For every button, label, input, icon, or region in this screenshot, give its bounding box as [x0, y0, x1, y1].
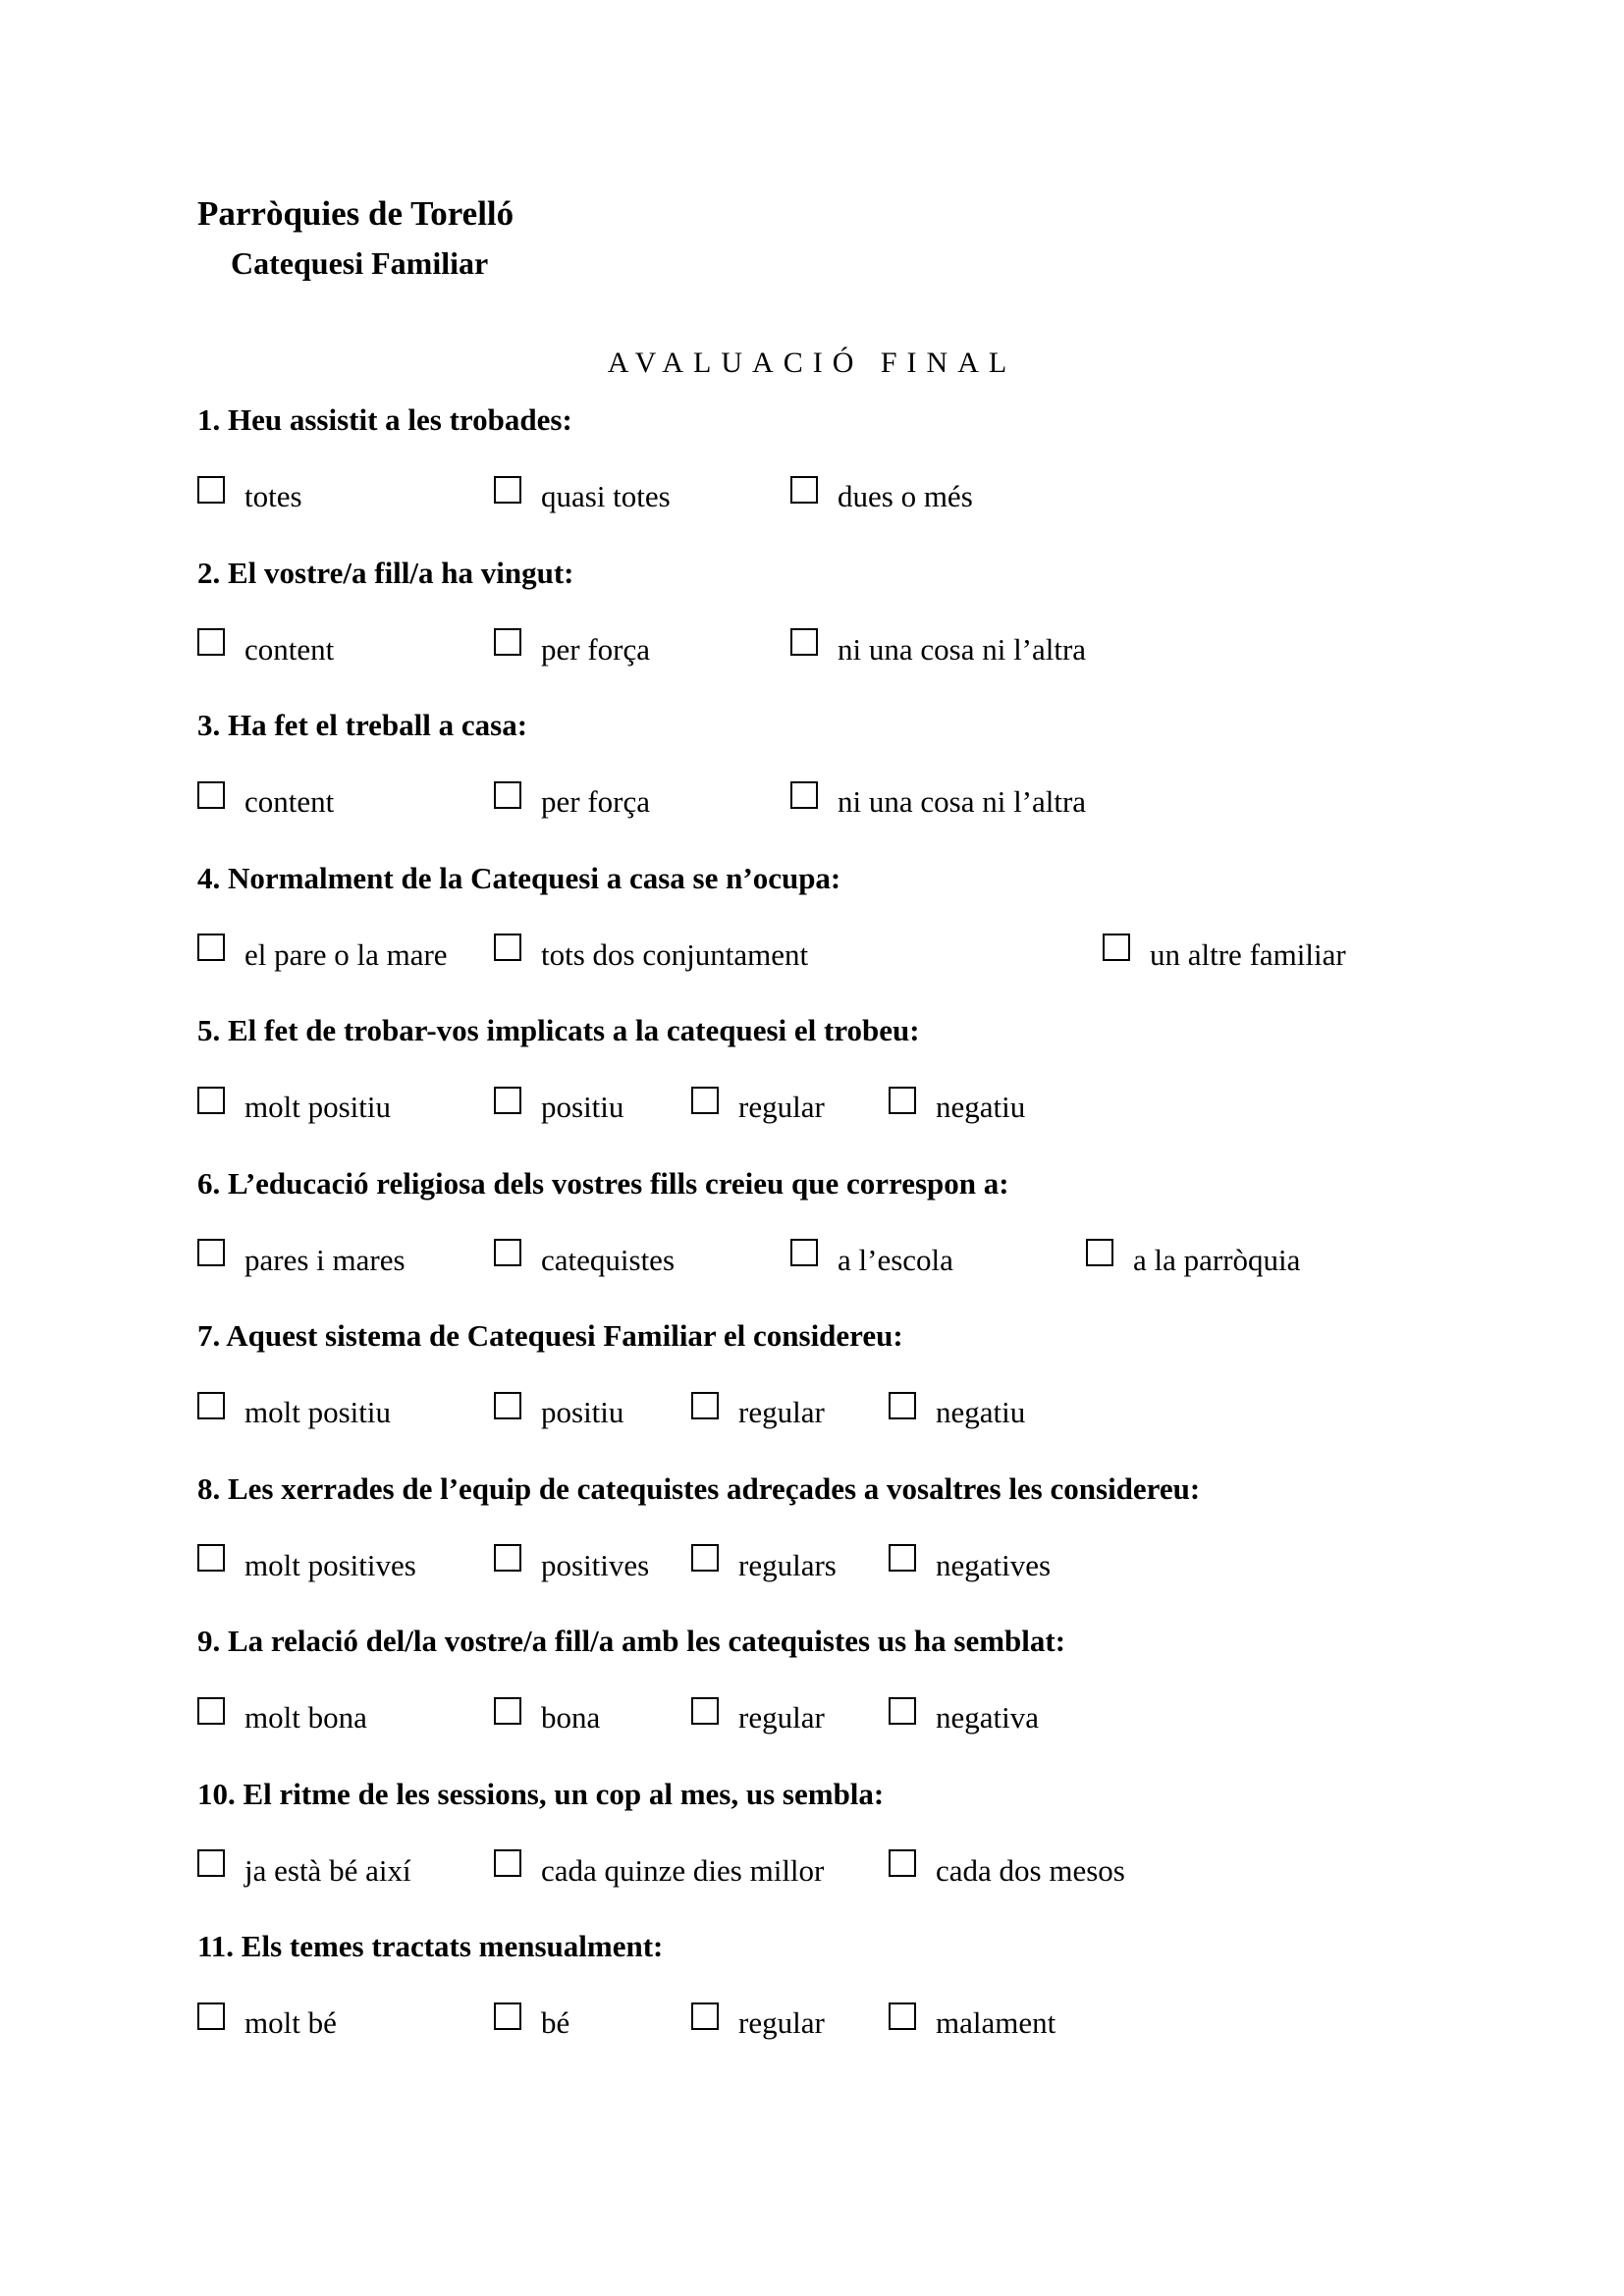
- option-label: positiu: [541, 1090, 624, 1124]
- checkbox[interactable]: [197, 628, 225, 656]
- option-q2-1[interactable]: [197, 631, 335, 667]
- checkbox[interactable]: [790, 1239, 818, 1266]
- option-label: molt positives: [244, 1547, 416, 1582]
- organization-name: Parròquies de Torelló: [197, 194, 514, 233]
- checkbox[interactable]: [691, 1544, 719, 1572]
- option-label: content: [244, 784, 335, 819]
- checkbox[interactable]: [494, 476, 521, 504]
- question-8: 8. Les xerrades de l’equip de catequistes adreçades a vosaltres les considereu:: [197, 1470, 1201, 1506]
- checkbox[interactable]: [197, 1849, 225, 1877]
- checkbox[interactable]: [197, 476, 225, 504]
- option-q11-3[interactable]: [691, 2007, 825, 2038]
- option-label: malament: [936, 2005, 1056, 2040]
- option-label: positives: [541, 1547, 650, 1582]
- checkbox[interactable]: [494, 1544, 521, 1572]
- checkbox[interactable]: [494, 1087, 521, 1114]
- question-2: 2. El vostre/a fill/a ha vingut:: [197, 555, 574, 590]
- document-title: AVALUACIÓ FINAL: [607, 347, 1017, 379]
- checkbox[interactable]: [889, 1392, 916, 1419]
- question-1: 1. Heu assistit a les trobades:: [197, 402, 572, 437]
- checkbox[interactable]: [494, 1239, 521, 1266]
- option-q8-4[interactable]: [889, 1547, 1052, 1582]
- checkbox[interactable]: [494, 1849, 521, 1877]
- question-10: 10. El ritme de les sessions, un cop al mes, us sembla:: [197, 1776, 885, 1811]
- option-q10-3[interactable]: [889, 1852, 1125, 1888]
- question-7: 7. Aquest sistema de Catequesi Familiar el considereu:: [197, 1318, 903, 1353]
- option-label: un altre familiar: [1150, 936, 1346, 972]
- option-q4-1[interactable]: [197, 936, 448, 972]
- checkbox[interactable]: [197, 1544, 225, 1572]
- option-label: totes: [244, 479, 302, 513]
- option-q11-4[interactable]: [889, 2007, 1056, 2038]
- question-4: 4. Normalment de la Catequesi a casa se n’ocupa:: [197, 860, 841, 895]
- option-q10-1[interactable]: [197, 1852, 411, 1888]
- question-11: 11. Els temes tractats mensualment:: [197, 1929, 664, 1963]
- question-3: 3. Ha fet el treball a casa:: [197, 708, 528, 742]
- checkbox[interactable]: [691, 1392, 719, 1419]
- option-label: negatives: [936, 1547, 1052, 1582]
- option-q3-3[interactable]: [790, 786, 1086, 817]
- option-q10-2[interactable]: [494, 1852, 825, 1888]
- option-q9-1[interactable]: [197, 1702, 367, 1733]
- checkbox[interactable]: [197, 781, 225, 809]
- option-q6-4[interactable]: [1086, 1242, 1301, 1277]
- option-q1-1[interactable]: [197, 481, 302, 511]
- option-q7-2[interactable]: [494, 1397, 623, 1427]
- checkbox[interactable]: [197, 2002, 225, 2030]
- option-q11-1[interactable]: [197, 2007, 337, 2038]
- option-label: negatiu: [936, 1395, 1026, 1429]
- question-9: 9. La relació del/la vostre/a fill/a amb les catequistes us ha semblat:: [197, 1624, 1066, 1658]
- option-label: cada quinze dies millor: [541, 1852, 825, 1888]
- option-q4-2[interactable]: [494, 936, 809, 972]
- option-label: regular: [738, 1700, 825, 1735]
- option-label: bé: [541, 2005, 570, 2040]
- question-6: 6. L’educació religiosa dels vostres fills creieu que correspon a:: [197, 1165, 1009, 1201]
- option-label: bona: [541, 1700, 601, 1735]
- option-q11-2[interactable]: [494, 2007, 569, 2038]
- question-5: 5. El fet de trobar-vos implicats a la catequesi el trobeu:: [197, 1013, 920, 1047]
- checkbox[interactable]: [197, 1697, 225, 1725]
- checkbox[interactable]: [889, 1087, 916, 1114]
- option-label: a la parròquia: [1133, 1242, 1301, 1277]
- option-label: per força: [541, 784, 650, 819]
- option-label: cada dos mesos: [936, 1852, 1125, 1888]
- option-q3-1[interactable]: [197, 786, 334, 817]
- checkbox[interactable]: [494, 1392, 521, 1419]
- option-label: regular: [738, 2005, 825, 2040]
- option-q8-3[interactable]: [691, 1547, 837, 1582]
- option-label: molt bé: [244, 2005, 337, 2040]
- option-label: ni una cosa ni l’altra: [838, 784, 1087, 819]
- checkbox[interactable]: [889, 1544, 916, 1572]
- option-label: ni una cosa ni l’altra: [838, 631, 1087, 667]
- option-label: molt positiu: [244, 1090, 391, 1124]
- checkbox[interactable]: [889, 1849, 916, 1877]
- checkbox[interactable]: [197, 1392, 225, 1419]
- option-q1-2[interactable]: [494, 481, 671, 511]
- option-q3-2[interactable]: [494, 786, 650, 817]
- option-label: tots dos conjuntament: [541, 936, 809, 972]
- checkbox[interactable]: [889, 2002, 916, 2030]
- option-label: el pare o la mare: [244, 936, 448, 972]
- checkbox[interactable]: [691, 1697, 719, 1725]
- option-q6-2[interactable]: [494, 1242, 676, 1277]
- option-label: ja està bé així: [244, 1852, 411, 1888]
- option-q1-3[interactable]: [790, 481, 973, 511]
- checkbox[interactable]: [889, 1697, 916, 1725]
- option-label: molt positiu: [244, 1395, 391, 1429]
- option-label: a l’escola: [838, 1242, 953, 1277]
- option-label: negatiu: [936, 1090, 1026, 1124]
- checkbox[interactable]: [790, 476, 818, 504]
- option-q7-1[interactable]: [197, 1397, 391, 1427]
- checkbox[interactable]: [197, 934, 225, 961]
- option-label: regulars: [738, 1547, 837, 1582]
- document-subtitle: Catequesi Familiar: [231, 245, 489, 281]
- option-q8-2[interactable]: [494, 1547, 650, 1582]
- option-q7-4[interactable]: [889, 1397, 1025, 1427]
- checkbox[interactable]: [197, 1087, 225, 1114]
- option-label: catequistes: [541, 1242, 676, 1277]
- option-label: dues o més: [838, 479, 973, 513]
- option-label: regular: [738, 1090, 825, 1124]
- checkbox[interactable]: [494, 934, 521, 961]
- option-q2-2[interactable]: [494, 631, 650, 667]
- option-q9-4[interactable]: [889, 1702, 1039, 1733]
- option-label: molt bona: [244, 1700, 367, 1735]
- checkbox[interactable]: [691, 2002, 719, 2030]
- option-q6-3[interactable]: [790, 1242, 953, 1277]
- option-q5-3[interactable]: [691, 1092, 825, 1122]
- checkbox[interactable]: [494, 628, 521, 656]
- option-q2-3[interactable]: [790, 631, 1087, 667]
- option-q8-1[interactable]: [197, 1547, 416, 1582]
- option-q5-4[interactable]: [889, 1092, 1025, 1122]
- option-label: per força: [541, 631, 650, 667]
- checkbox[interactable]: [197, 1239, 225, 1266]
- checkbox[interactable]: [1086, 1239, 1113, 1266]
- checkbox[interactable]: [691, 1087, 719, 1114]
- option-q5-1[interactable]: [197, 1092, 391, 1122]
- checkbox[interactable]: [1103, 934, 1130, 961]
- option-label: regular: [738, 1395, 825, 1429]
- option-q6-1[interactable]: [197, 1242, 406, 1277]
- checkbox[interactable]: [790, 781, 818, 809]
- option-label: quasi totes: [541, 479, 671, 513]
- checkbox[interactable]: [790, 628, 818, 656]
- checkbox[interactable]: [494, 781, 521, 809]
- option-label: negativa: [936, 1700, 1040, 1735]
- option-label: positiu: [541, 1395, 624, 1429]
- checkbox[interactable]: [494, 1697, 521, 1725]
- option-label: content: [244, 631, 335, 667]
- checkbox[interactable]: [494, 2002, 521, 2030]
- option-label: pares i mares: [244, 1242, 406, 1277]
- option-q4-3[interactable]: [1103, 936, 1346, 972]
- option-q9-2[interactable]: [494, 1702, 600, 1733]
- option-q7-3[interactable]: [691, 1397, 825, 1427]
- option-q5-2[interactable]: [494, 1092, 623, 1122]
- option-q9-3[interactable]: [691, 1702, 825, 1733]
